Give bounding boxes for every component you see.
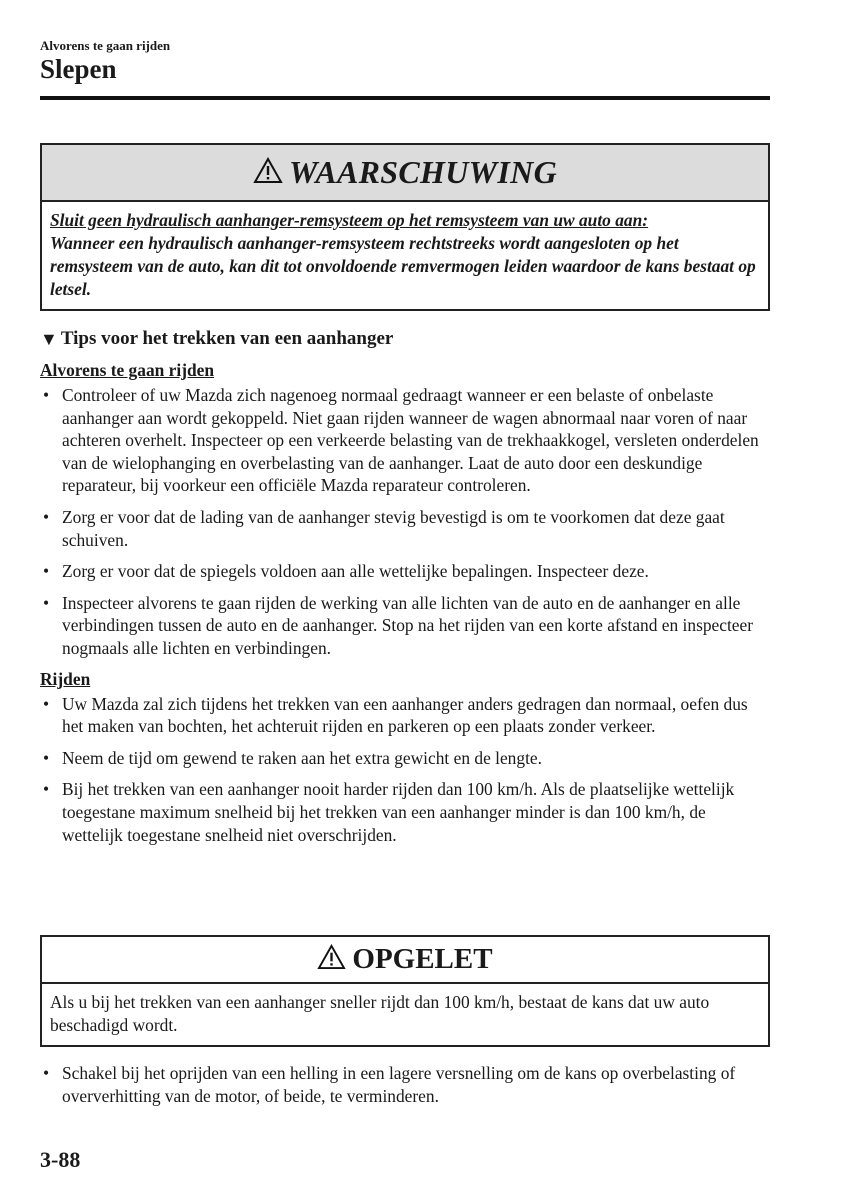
bullet-list <box>40 384 770 660</box>
section-heading <box>40 328 770 350</box>
caution-body: Als u bij het trekken van een aanhanger sneller rijdt dan 100 km/h, bestaat de kans dat uw auto beschadigd wordt. <box>50 992 710 1035</box>
caution-label: OPGELET <box>352 943 493 975</box>
list-item: • Schakel bij het oprijden van een helling in een lagere versnelling om de kans op overbelasting of oververhitting van de motor, of beide, te verminderen. <box>40 1062 770 1107</box>
final-section <box>40 1062 770 1116</box>
warning-box <box>40 143 770 311</box>
list-item: • Zorg er voor dat de lading van de aanhanger stevig bevestigd is om te voorkomen dat deze gaat schuiven. <box>40 506 770 551</box>
list-item: • Bij het trekken van een aanhanger nooit harder rijden dan 100 km/h. Als de plaatselijke wettelijk toegestane maximum snelheid bij het trekken van een aanhanger minder is dan 100 km/h, de wettelijk toegestane snelheid niet overschrijden. <box>40 778 770 846</box>
caution-box <box>40 935 770 1047</box>
title-divider <box>40 96 770 100</box>
running-header: Alvorens te gaan rijden <box>40 38 171 53</box>
bullet-list <box>40 1062 770 1107</box>
warning-text: Wanneer een hydraulisch aanhanger-remsysteem rechtstreeks wordt aangesloten op het remsysteem van de auto, kan dit tot onvoldoende remvermogen leiden waardoor de kans bestaat op letsel. <box>50 233 756 299</box>
warning-body <box>42 202 768 309</box>
warning-triangle-icon <box>253 157 283 189</box>
warning-header <box>42 145 768 202</box>
triangle-down-icon: ▼ <box>40 328 58 349</box>
subsection-title: Rijden <box>40 668 91 689</box>
list-item: • Uw Mazda zal zich tijdens het trekken van een aanhanger anders gedragen dan normaal, oefen dus het maken van bochten, het achteruit rijden en parkeren op een plaats zonder verkeer. <box>40 693 770 738</box>
list-item: • Inspecteer alvorens te gaan rijden de werking van alle lichten van de auto en de aanhanger en alle verbindingen tussen de auto en de aanhanger. Stop na het rijden van een korte afstand en inspecteer nogmaals alle lichten en verbindingen. <box>40 592 770 660</box>
bullet-list <box>40 693 770 847</box>
list-item: • Zorg er voor dat de spiegels voldoen aan alle wettelijke bepalingen. Inspecteer deze. <box>40 560 770 583</box>
page-title: Slepen <box>40 54 117 84</box>
section-heading-text: Tips voor het trekken van een aanhanger <box>60 328 394 349</box>
caution-header <box>42 937 768 984</box>
subsection-title: Alvorens te gaan rijden <box>40 360 215 380</box>
warning-lead: Sluit geen hydraulisch aanhanger-remsysteem op het remsysteem van uw auto aan: <box>50 210 649 230</box>
list-item: • Neem de tijd om gewend te raken aan het extra gewicht en de lengte. <box>40 747 770 770</box>
caution-triangle-icon <box>317 944 346 975</box>
warning-label: WAARSCHUWING <box>289 154 557 190</box>
list-item: • Controleer of uw Mazda zich nagenoeg normaal gedraagt wanneer er een belaste of onbelaste aanhanger aan wordt gekoppeld. Niet gaan rijden wanneer de wagen abnormaal naar voren of naar achteren overhelt. Inspecteer op een verkeerde belasting van de trekhaakkogel, versleten onderdelen van de wielophanging en overbelasting van de aanhanger. Laat de auto door een deskundige reparateur, bij voorkeur een officiële Mazda reparateur controleren. <box>40 384 770 497</box>
page-number: 3-88 <box>40 1147 81 1172</box>
towing-tips-section <box>40 328 770 855</box>
